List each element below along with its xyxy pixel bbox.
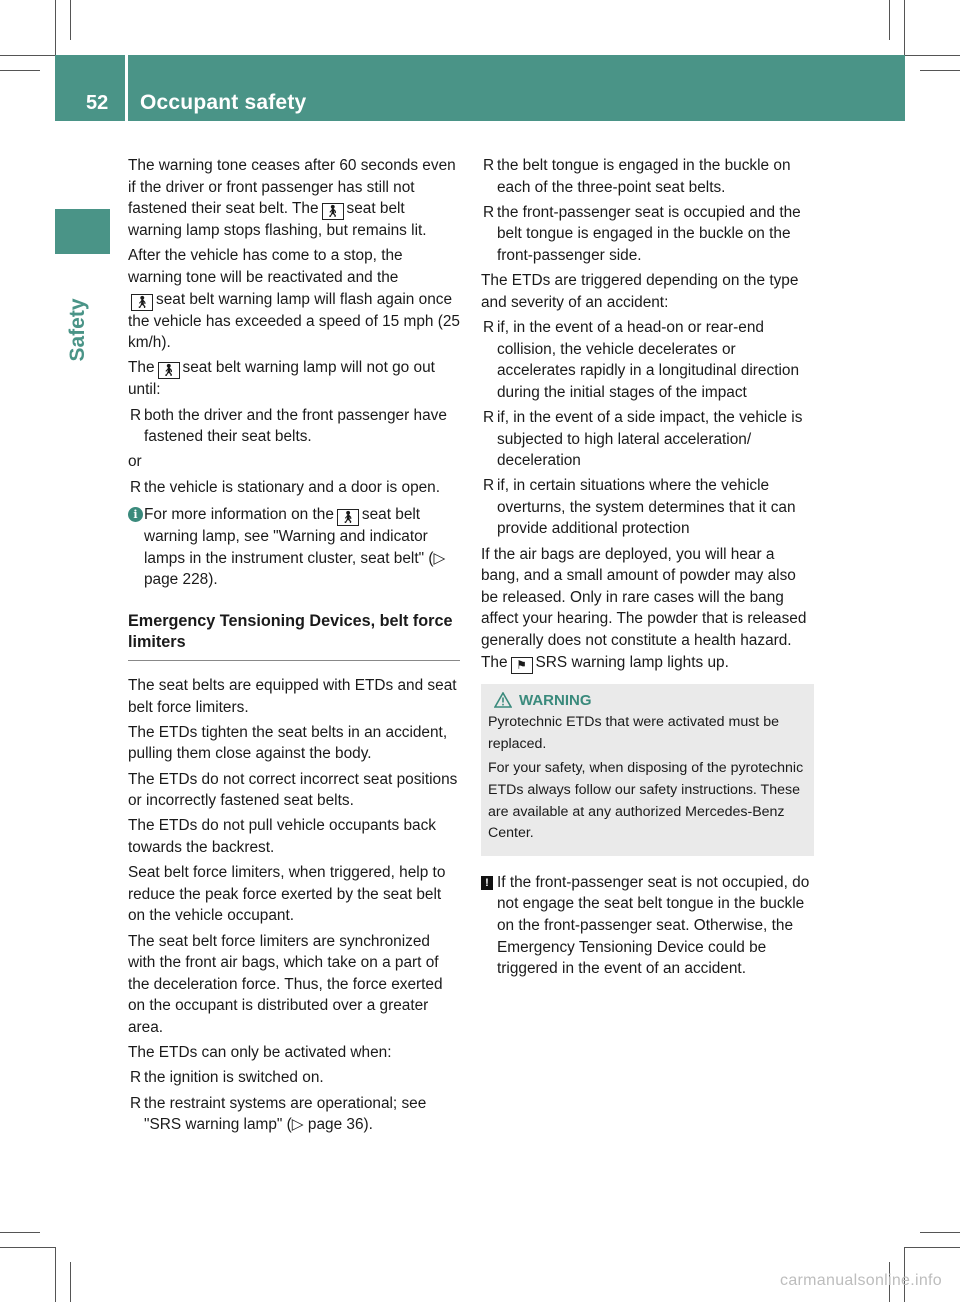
crop-mark xyxy=(889,0,890,40)
paragraph: The 🚶︎ seat belt warning lamp will not go out until: xyxy=(128,359,435,399)
paragraph: The ETDs are triggered depending on the type and severity of an accident: xyxy=(481,272,799,311)
paragraph: If the air bags are deployed, you will hear a bang, and a small amount of powder may also be released. Only in rare cases will the bang affect your hearing. The powder that is released generally does not constitute a health hazard. The ⚑ SRS warning lamp lights up. xyxy=(481,545,807,672)
paragraph: The warning tone ceases after 60 seconds even if the driver or front passenger has still not fastened their seat belt. The 🚶︎ seat belt warning lamp stops flashing, but remains lit. xyxy=(128,157,456,240)
watermark: carmanualsonline.info xyxy=(780,1272,942,1289)
page-number: 52 xyxy=(86,92,109,114)
seatbelt-warning-icon: 🚶︎ xyxy=(322,203,344,220)
crop-mark xyxy=(920,1232,960,1233)
section-tab-marker xyxy=(55,209,110,254)
paragraph: The ETDs do not correct incorrect seat positions or incorrectly fastened seat belts. xyxy=(128,770,458,810)
warning-box xyxy=(481,684,814,856)
crop-mark xyxy=(55,1247,56,1302)
paragraph: The ETDs tighten the seat belts in an accident, pulling them close against the body. xyxy=(128,723,448,763)
seatbelt-warning-icon: 🚶︎ xyxy=(131,294,153,311)
section-tab-label: Safety xyxy=(66,298,89,362)
paragraph: The ETDs do not pull vehicle occupants back towards the backrest. xyxy=(128,817,436,856)
seatbelt-warning-icon: 🚶︎ xyxy=(337,509,359,526)
list-item: R the vehicle is stationary and a door is open. xyxy=(130,478,441,496)
crop-mark xyxy=(905,55,960,56)
paragraph: The seat belts are equipped with ETDs and seat belt force limiters. xyxy=(128,677,457,716)
paragraph: The ETDs can only be activated when: xyxy=(128,1044,392,1062)
paragraph: or xyxy=(128,453,142,471)
list-item: R the ignition is switched on. xyxy=(130,1069,324,1087)
warning-triangle-icon xyxy=(494,692,512,708)
exclamation-icon: ! xyxy=(481,876,493,890)
warning-text: Pyrotechnic ETDs that were activated must be replaced. xyxy=(488,714,779,752)
list-item: R the belt tongue is engaged in the buckle on each of the three-point seat belts. xyxy=(483,157,791,196)
info-note: i For more information on the 🚶︎ seat belt warning lamp, see "Warning and indicator lamps in the instrument cluster, seat belt" (▷ page 228). xyxy=(128,504,460,591)
list-item: R the front-passenger seat is occupied and the belt tongue is engaged in the buckle on the front-passenger side. xyxy=(483,203,801,264)
list-item: R if, in certain situations where the vehicle overturns, the system determines that it can provide additional protection xyxy=(483,477,796,538)
crop-mark xyxy=(0,1247,55,1248)
chapter-title: Occupant safety xyxy=(140,91,307,114)
crop-mark xyxy=(0,1232,40,1233)
list-item: R if, in the event of a side impact, the vehicle is subjected to high lateral acceleration/ deceleration xyxy=(483,408,803,470)
right-column xyxy=(481,155,814,980)
crop-mark xyxy=(905,1247,960,1248)
crop-mark xyxy=(70,0,71,40)
seatbelt-warning-icon: 🚶︎ xyxy=(158,362,180,379)
caution-note: ! If the front-passenger seat is not occupied, do not engage the seat belt tongue in the buckle on the front-passenger seat. Otherwise, the Emergency Tensioning Device could be triggered in the event of an accident. xyxy=(481,872,814,980)
crop-mark xyxy=(920,70,960,71)
crop-mark xyxy=(904,0,905,55)
crop-mark xyxy=(0,55,55,56)
left-column xyxy=(128,155,460,1139)
list-item: R the restraint systems are operational; see "SRS warning lamp" (▷ page 36). xyxy=(130,1094,427,1134)
paragraph: After the vehicle has come to a stop, the warning tone will be reactivated and the 🚶︎ seat belt warning lamp will flash again once the vehicle has exceeded a speed of 15 mph (25 km/h). xyxy=(128,247,460,352)
list-item: R if, in the event of a head-on or rear-end collision, the vehicle decelerates or accelerates rapidly in a longitudinal direction during the initial stages of the impact xyxy=(483,318,800,401)
paragraph: The seat belt force limiters are synchronized with the front air bags, which take on a part of the deceleration force. Thus, the force exerted on the occupant is distributed over a greater area. xyxy=(128,932,443,1036)
srs-airbag-icon: ⚑ xyxy=(511,657,533,674)
warning-title: WARNING xyxy=(488,690,807,712)
crop-mark xyxy=(0,70,40,71)
list-item: R both the driver and the front passenger have fastened their seat belts. xyxy=(130,406,447,446)
warning-text: For your safety, when disposing of the pyrotechnic ETDs always follow our safety instructions. These are available at any authorized Mercedes-Benz Center. xyxy=(488,760,804,842)
section-heading: Emergency Tensioning Devices, belt force limiters xyxy=(128,611,460,661)
info-icon: i xyxy=(128,507,143,522)
crop-mark xyxy=(55,0,56,55)
paragraph: Seat belt force limiters, when triggered, help to reduce the peak force exerted by the seat belt on the vehicle occupant. xyxy=(128,864,446,925)
crop-mark xyxy=(70,1262,71,1302)
